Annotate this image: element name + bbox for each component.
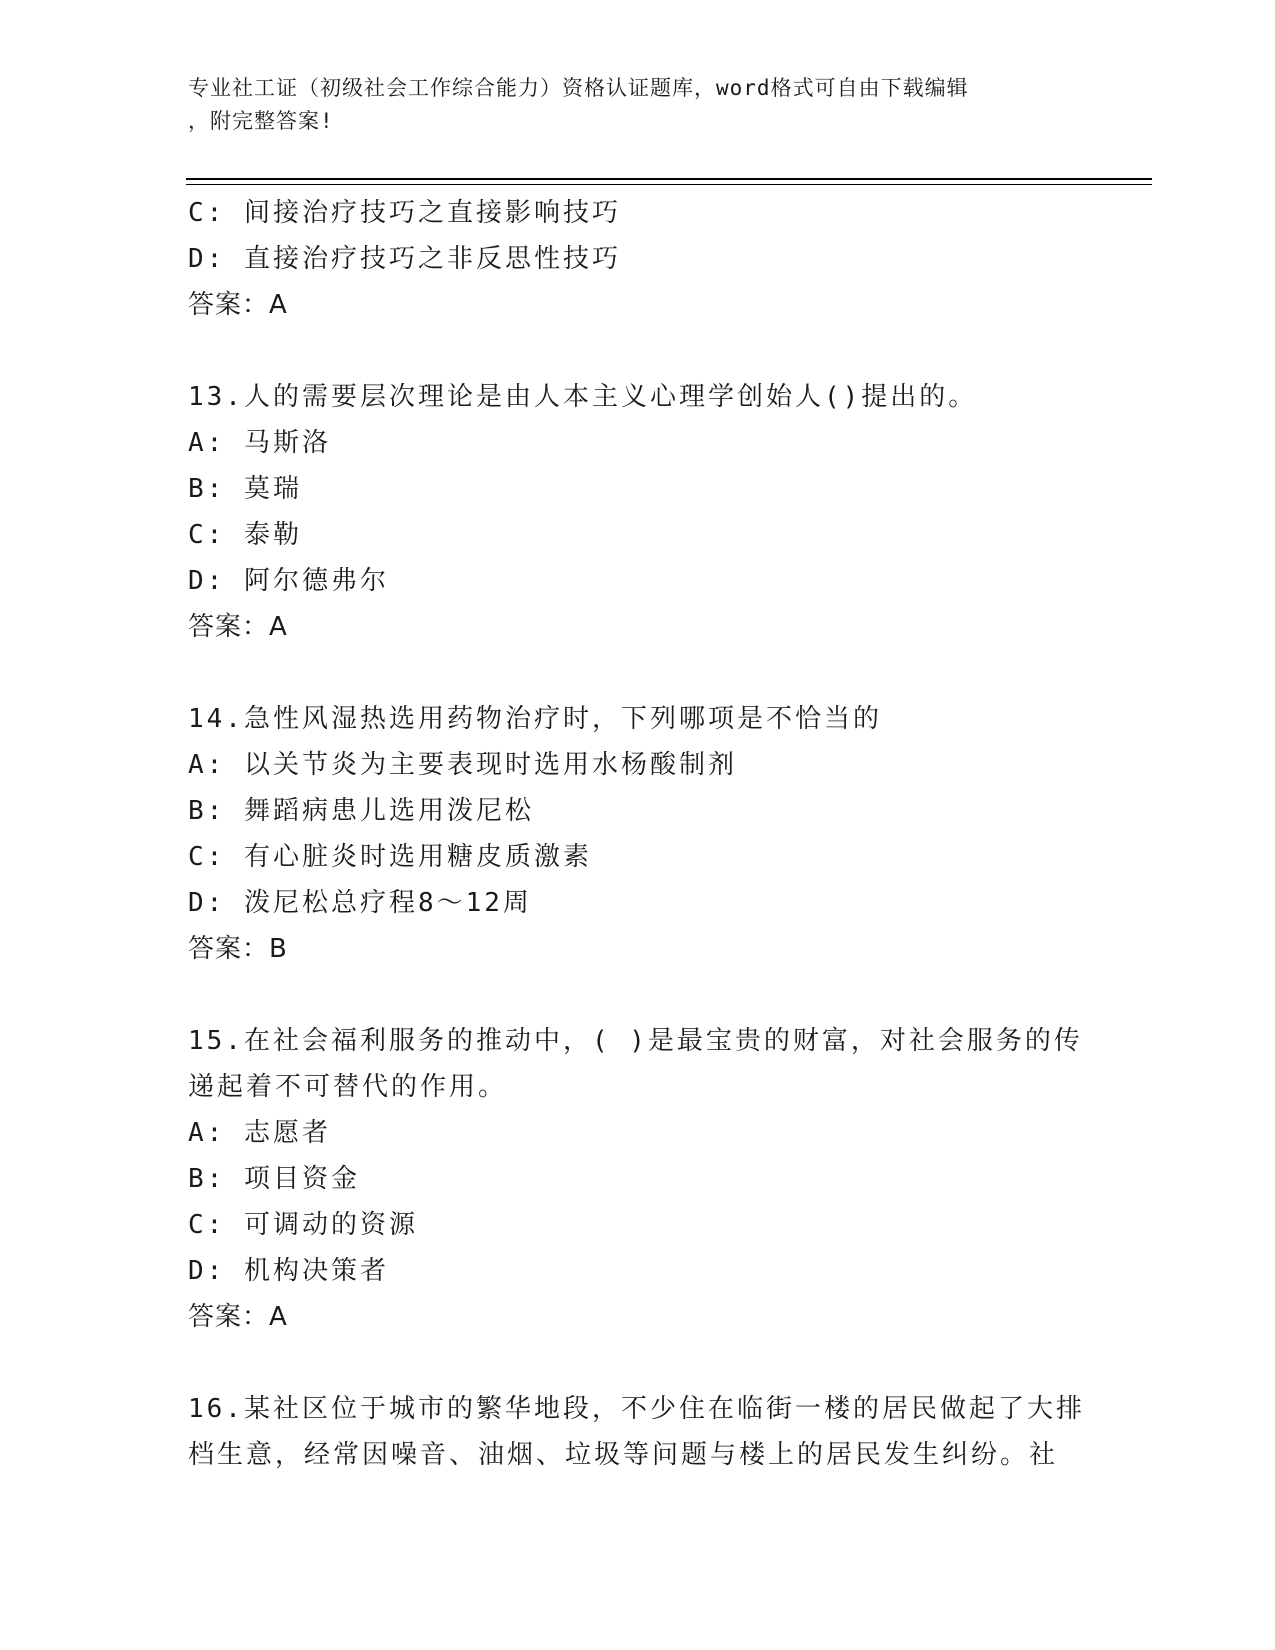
spacer — [188, 1340, 1068, 1386]
option-c: C: 间接治疗技巧之直接影响技巧 — [188, 198, 621, 228]
spacer — [188, 650, 1068, 696]
question-stem-line-2: 档生意，经常因噪音、油烟、垃圾等问题与楼上的居民发生纠纷。社 — [188, 1440, 1059, 1470]
option-b: B: 莫瑞 — [188, 474, 302, 504]
question-list — [188, 190, 1085, 1478]
question-stem-line-1: 15.在社会福利服务的推动中，( )是最宝贵的财富，对社会服务的传 — [188, 1026, 1083, 1056]
option-b: B: 舞蹈病患儿选用泼尼松 — [188, 796, 534, 826]
option-d: D: 直接治疗技巧之非反思性技巧 — [188, 244, 621, 274]
option-d: D: 阿尔德弗尔 — [188, 566, 389, 596]
option-a: A: 马斯洛 — [188, 428, 331, 458]
spacer — [188, 328, 1068, 374]
question-stem-line-2: 递起着不可替代的作用。 — [188, 1072, 508, 1102]
option-d: D: 机构决策者 — [188, 1256, 389, 1286]
answer-line: 答案：A — [188, 1302, 288, 1332]
question-stem: 13.人的需要层次理论是由人本主义心理学创始人()提出的。 — [188, 382, 978, 412]
spacer — [188, 972, 1068, 1018]
option-d: D: 泼尼松总疗程8～12周 — [188, 888, 532, 918]
question-12-tail — [188, 190, 1068, 328]
question-14 — [188, 696, 1068, 972]
option-c: C: 泰勒 — [188, 520, 302, 550]
question-13 — [188, 374, 1068, 650]
answer-line: 答案：A — [188, 612, 288, 642]
option-c: C: 有心脏炎时选用糖皮质激素 — [188, 842, 592, 872]
header-line-1: 专业社工证（初级社会工作综合能力）资格认证题库，word格式可自由下载编辑 — [188, 76, 969, 100]
question-15 — [188, 1018, 1083, 1340]
option-c: C: 可调动的资源 — [188, 1210, 418, 1240]
question-16 — [188, 1386, 1085, 1478]
header-divider-thin — [186, 184, 1152, 185]
question-stem: 14.急性风湿热选用药物治疗时，下列哪项是不恰当的 — [188, 704, 882, 734]
header-divider-thick — [186, 178, 1152, 180]
answer-line: 答案：B — [188, 934, 288, 964]
document-header — [188, 72, 1068, 138]
answer-line: 答案：A — [188, 290, 288, 320]
option-b: B: 项目资金 — [188, 1164, 360, 1194]
header-line-2: ，附完整答案! — [188, 109, 334, 133]
question-stem-line-1: 16.某社区位于城市的繁华地段，不少住在临街一楼的居民做起了大排 — [188, 1394, 1085, 1424]
option-a: A: 志愿者 — [188, 1118, 331, 1148]
option-a: A: 以关节炎为主要表现时选用水杨酸制剂 — [188, 750, 737, 780]
